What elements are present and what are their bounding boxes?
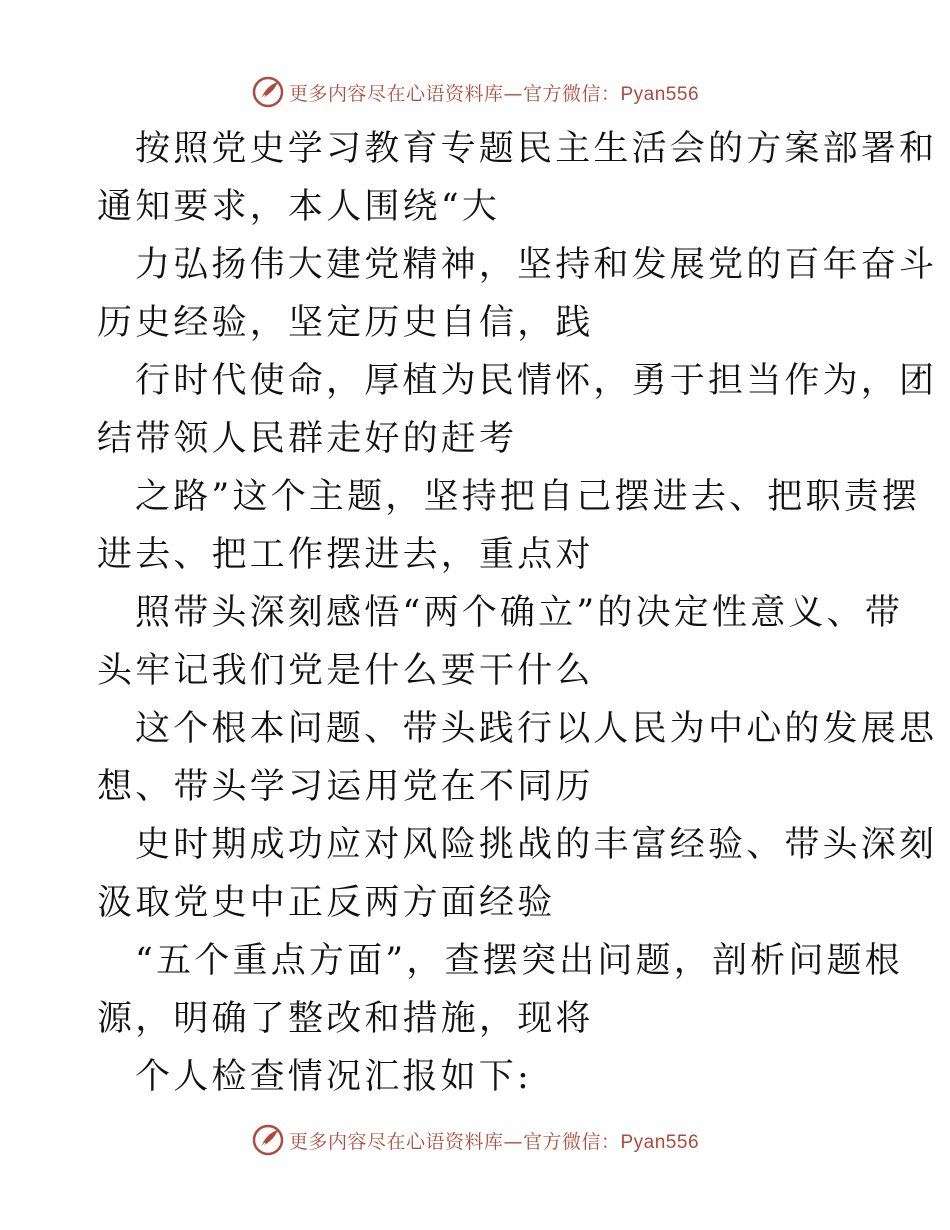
body-line: 按照党史学习教育专题民主生活会的方案部署和 (135, 129, 938, 169)
body-line: 结带领人民群走好的赶考 (97, 419, 518, 459)
body-line: “五个重点方面”，查摆突出问题，剖析问题根 (135, 941, 903, 981)
body-line: 汲取党史中正反两方面经验 (97, 883, 556, 923)
watermark-wechat-label: 官方微信： (522, 1130, 621, 1153)
watermark-brand: 更多内容尽在心语资料库 (288, 1130, 504, 1153)
body-line: 照带头深刻感悟“两个确立”的决定性意义、带 (135, 593, 903, 633)
body-line: 之路”这个主题，坚持把自己摆进去、把职责摆 (135, 477, 921, 517)
body-line: 历史经验，坚定历史自信，践 (97, 303, 594, 343)
quill-logo-icon (251, 1123, 285, 1157)
body-line: 源，明确了整改和措施，现将 (97, 999, 594, 1039)
watermark-text (289, 1127, 699, 1154)
body-line: 想、带头学习运用党在不同历 (97, 767, 594, 807)
body-line: 力弘扬伟大建党精神，坚持和发展党的百年奋斗 (135, 245, 938, 285)
watermark-handle: Pyan556 (620, 83, 700, 105)
watermark-wechat-label: 官方微信： (522, 82, 621, 105)
document-body (97, 120, 938, 1106)
header-watermark (0, 72, 950, 112)
watermark-text (289, 79, 699, 106)
watermark-separator: — (503, 1130, 523, 1153)
footer-watermark (0, 1120, 950, 1160)
body-line: 头牢记我们党是什么要干什么 (97, 651, 594, 691)
body-line: 史时期成功应对风险挑战的丰富经验、带头深刻 (135, 825, 938, 865)
quill-logo-icon (251, 75, 285, 109)
watermark-handle: Pyan556 (620, 1131, 700, 1153)
body-line: 个人检查情况汇报如下: (135, 1057, 532, 1097)
watermark-brand: 更多内容尽在心语资料库 (288, 82, 504, 105)
body-line: 通知要求，本人围绕“大 (97, 187, 501, 227)
body-line: 行时代使命，厚植为民情怀，勇于担当作为，团 (135, 361, 938, 401)
body-line: 进去、把工作摆进去，重点对 (97, 535, 594, 575)
watermark-separator: — (503, 82, 523, 105)
body-line: 这个根本问题、带头践行以人民为中心的发展思 (135, 709, 938, 749)
